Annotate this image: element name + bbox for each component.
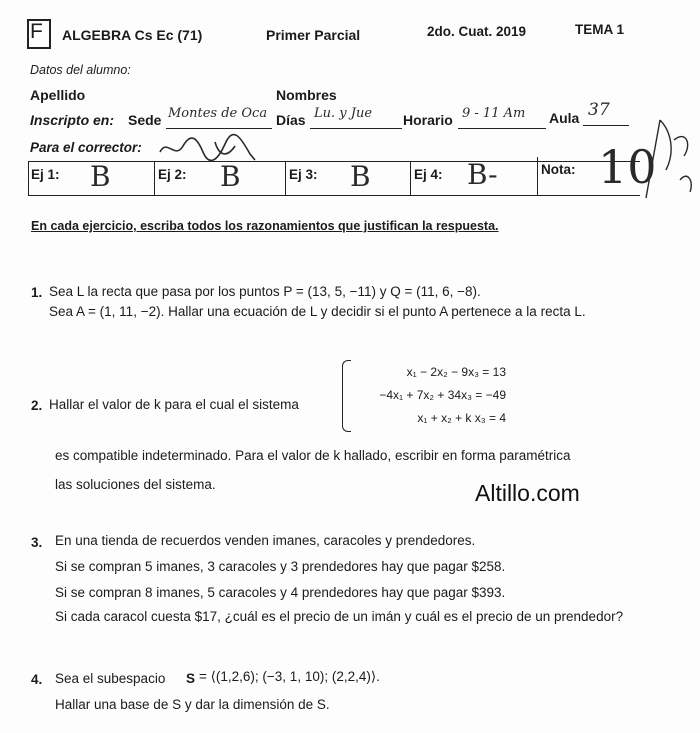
problem-4-line2: Hallar una base de S y dar la dimensión de S. [55,697,330,712]
nota-label: Nota: [541,162,576,177]
aula-label: Aula [549,110,580,126]
problem-4-intro: Sea el subespacio [55,671,166,686]
problem-2-intro: Hallar el valor de k para el cual el sistema [49,397,299,412]
grade-divider [154,161,155,195]
problem-2-number: 2. [31,398,43,413]
exam-term: 2do. Cuat. 2019 [427,24,527,39]
problem-3-line2: Si se compran 5 imanes, 3 caracoles y 3 prendedores hay que pagar $258. [55,559,506,574]
course-title: ALGEBRA Cs Ec (71) [62,27,203,43]
problem-2-line2: es compatible indeterminado. Para el valor de k hallado, escribir en forma paramétrica [55,448,571,463]
problem-1-line2: Sea A = (1, 11, −2). Hallar una ecuación de L y decidir si el punto A pertenece a la recta L. [49,304,586,319]
sede-handwritten: Montes de Oca [168,106,268,121]
inscripto-label: Inscripto en: [30,112,115,128]
problem-1-line1: Sea L la recta que pasa por los puntos P = (13, 5, −11) y Q = (11, 6, −8). [49,284,481,299]
corrector-margin-scribble [640,110,698,200]
problem-3-line1: En una tienda de recuerdos venden imanes, caracoles y prendedores. [55,533,476,548]
problem-4-number: 4. [31,672,43,687]
nombres-label: Nombres [276,87,337,103]
student-section-title: Datos del alumno: [30,63,131,77]
watermark: Altillo.com [475,480,580,506]
horario-handwritten: 9 - 11 Am [462,106,526,121]
corrector-bottom-rule [28,195,640,196]
grade-divider [537,157,538,195]
ej2-label: Ej 2: [158,167,187,182]
sede-label: Sede [128,112,162,128]
aula-underline [583,125,629,126]
exam-tema: TEMA 1 [575,22,625,37]
dias-handwritten: Lu. y Jue [314,106,373,121]
problem-3-line4: Si cada caracol cuesta $17, ¿cuál es el precio de un imán y cuál es el precio de un prendedor? [55,609,624,624]
dias-underline [310,128,402,129]
grade-divider [285,161,286,195]
ej3-grade: B [350,160,371,193]
problem-3-number: 3. [31,535,43,550]
ej2-grade: B [220,160,241,193]
subspace-symbol: S [186,671,196,686]
horario-underline [458,128,546,129]
grade-divider [410,161,411,195]
dias-label: Días [276,112,306,128]
problem-3-line3: Si se compran 8 imanes, 5 caracoles y 4 prendedores hay que pagar $393. [55,585,506,600]
sede-underline [166,128,272,129]
ej3-label: Ej 3: [289,167,318,182]
horario-label: Horario [403,112,453,128]
problem-2-line3: las soluciones del sistema. [55,477,216,492]
ej4-grade: B- [467,158,498,191]
corrector-label: Para el corrector: [30,140,142,155]
aula-handwritten: 37 [588,100,610,120]
system-equation-3: x₁ + x₂ + k x₃ = 4 [417,411,506,425]
system-equation-1: x₁ − 2x₂ − 9x₃ = 13 [406,365,506,379]
ej1-grade: B [90,160,111,193]
ej4-label: Ej 4: [414,167,443,182]
grade-divider [28,161,29,195]
apellido-label: Apellido [30,87,86,103]
form-letter: F [30,20,43,43]
system-brace [342,360,351,432]
ej1-label: Ej 1: [31,167,60,182]
subspace-definition: = ⟨(1,2,6); (−3, 1, 10); (2,2,4)⟩. [199,669,380,684]
problem-1-number: 1. [31,285,43,300]
instruction-text: En cada ejercicio, escriba todos los razonamientos que justifican la respuesta. [31,219,499,233]
nota-grade: 10 [598,140,657,194]
system-equation-2: −4x₁ + 7x₂ + 34x₃ = −49 [379,388,506,402]
exam-title: Primer Parcial [266,27,361,43]
